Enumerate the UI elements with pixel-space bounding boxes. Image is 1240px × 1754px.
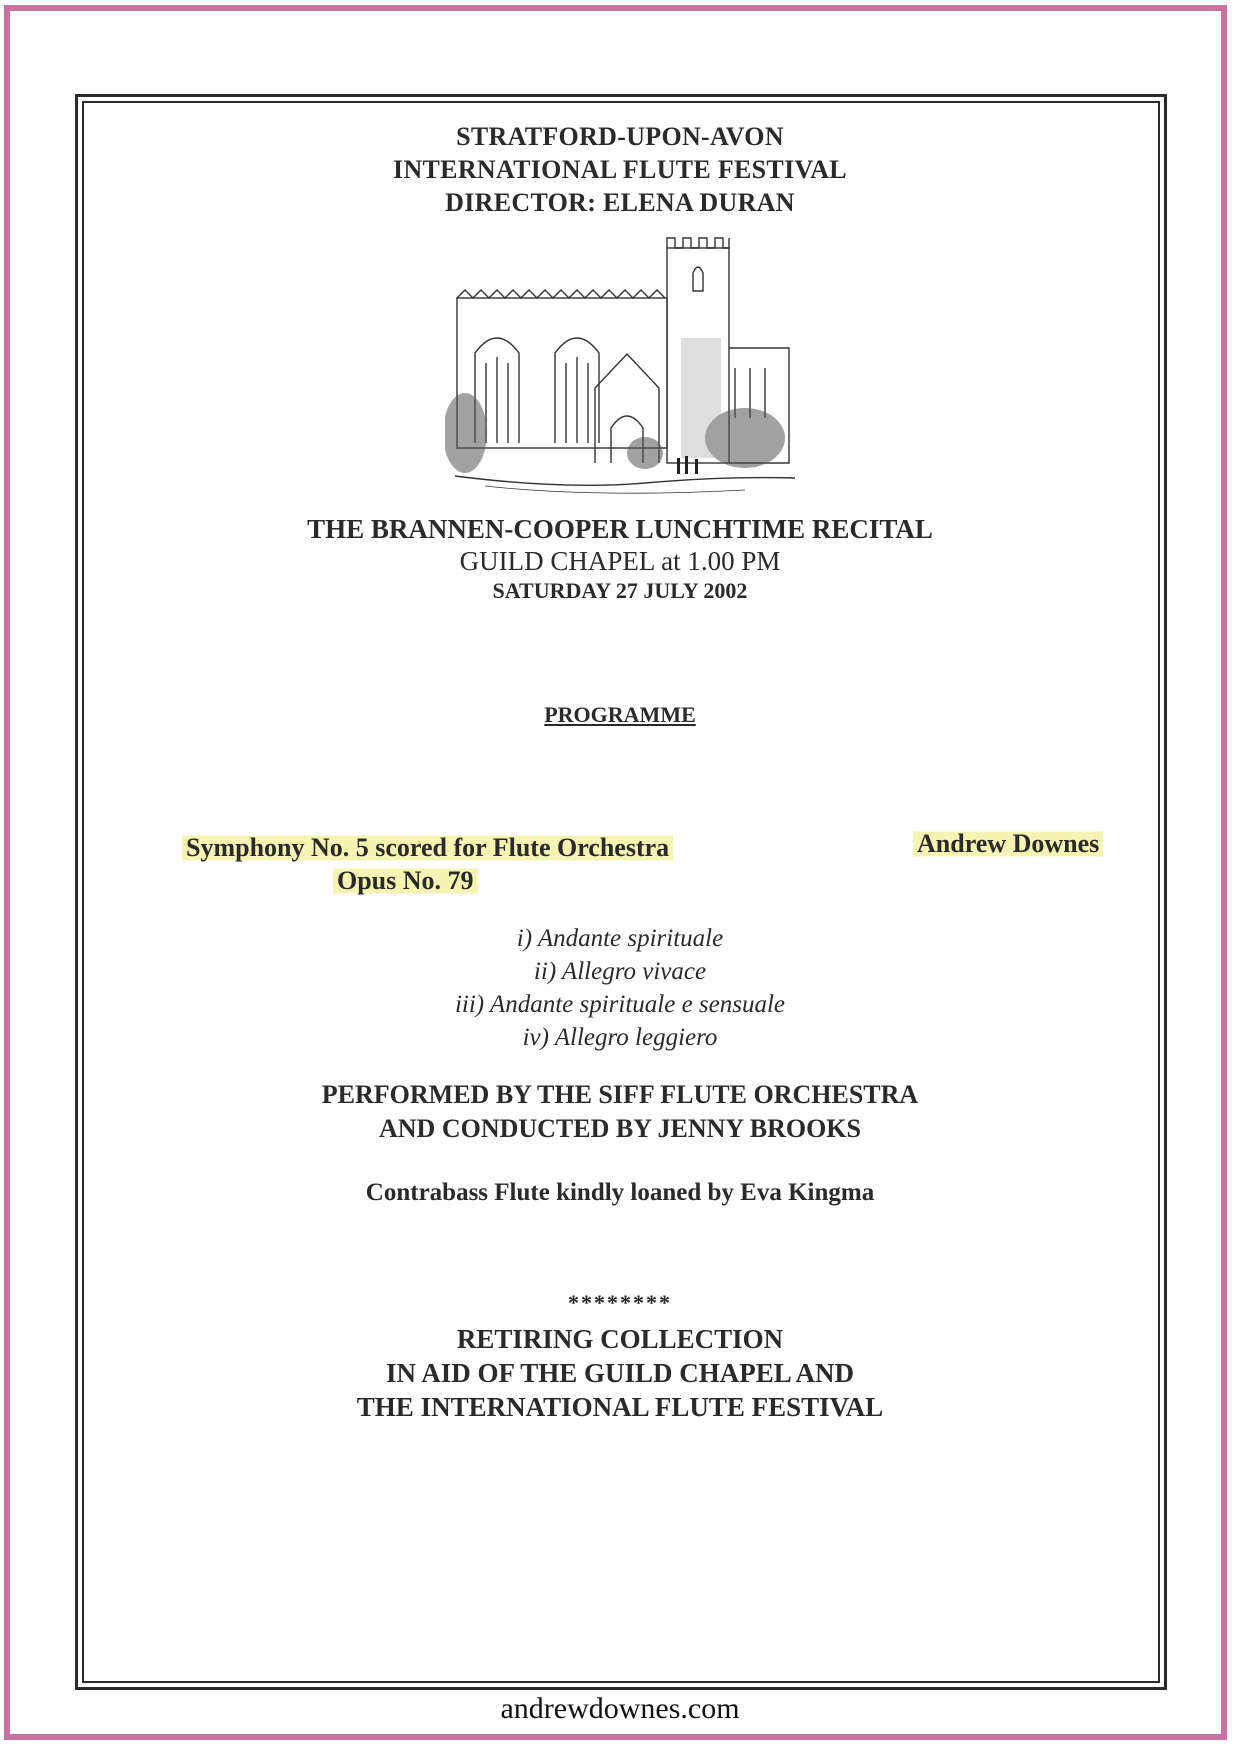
programme-heading: PROGRAMME xyxy=(544,702,696,727)
work-title: Symphony No. 5 scored for Flute Orchestra xyxy=(182,833,673,863)
separator: ******** xyxy=(568,1290,672,1315)
footer-website: andrewdownes.com xyxy=(500,1692,740,1725)
collection-line-2: IN AID OF THE GUILD CHAPEL AND xyxy=(385,1358,855,1388)
festival-director: DIRECTOR: ELENA DURAN xyxy=(445,188,795,217)
performers-line-1: PERFORMED BY THE SIFF FLUTE ORCHESTRA xyxy=(321,1080,919,1109)
recital-venue: GUILD CHAPEL at 1.00 PM xyxy=(459,546,781,576)
festival-location: STRATFORD-UPON-AVON xyxy=(456,122,784,151)
work-opus: Opus No. 79 xyxy=(333,866,478,896)
collection-line-1: RETIRING COLLECTION xyxy=(456,1324,784,1354)
performers-line-2: AND CONDUCTED BY JENNY BROOKS xyxy=(378,1114,861,1143)
recital-date: SATURDAY 27 JULY 2002 xyxy=(492,578,748,603)
movement-4: iv) Allegro leggiero xyxy=(522,1024,718,1051)
recital-title: THE BRANNEN-COOPER LUNCHTIME RECITAL xyxy=(307,514,933,544)
movement-1: i) Andante spirituale xyxy=(516,925,724,952)
loan-note: Contrabass Flute kindly loaned by Eva Kingma xyxy=(365,1179,875,1206)
movement-3: iii) Andante spirituale e sensuale xyxy=(454,991,786,1018)
work-composer: Andrew Downes xyxy=(913,829,1103,859)
movement-2: ii) Allegro vivace xyxy=(533,958,707,985)
festival-name: INTERNATIONAL FLUTE FESTIVAL xyxy=(393,155,847,184)
collection-line-3: THE INTERNATIONAL FLUTE FESTIVAL xyxy=(356,1392,884,1422)
guild-chapel-illustration xyxy=(445,228,805,500)
